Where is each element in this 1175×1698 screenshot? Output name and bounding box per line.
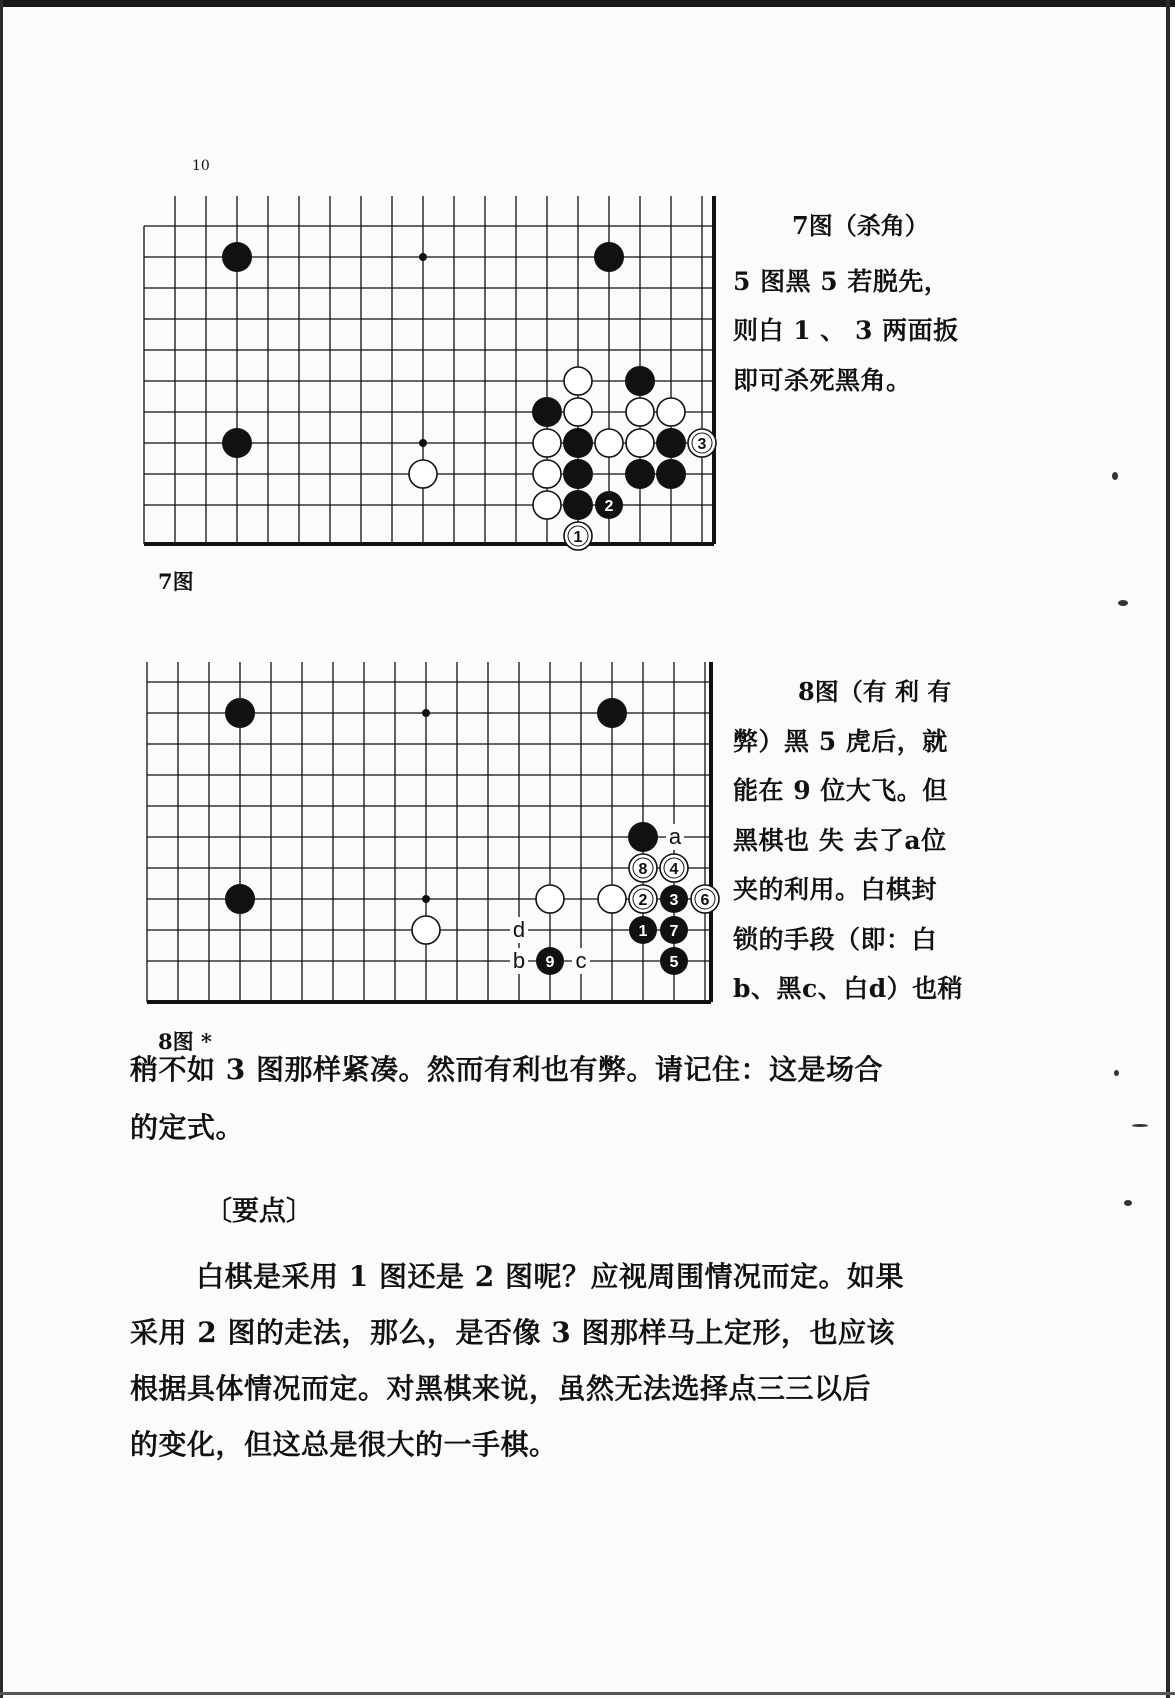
black-stone — [625, 459, 655, 489]
white-stone — [657, 398, 685, 426]
move-number: 8 — [638, 861, 648, 878]
go-diagram-7 — [130, 196, 730, 556]
white-stone — [536, 885, 564, 913]
move-number: 3 — [697, 436, 707, 453]
key-point-line: 的变化，但这总是很大的一手棋。 — [130, 1428, 558, 1461]
figure-8-text-line: 夹的利用。白棋封 — [733, 875, 938, 904]
black-stone — [656, 459, 686, 489]
white-stone — [564, 398, 592, 426]
white-stone — [626, 429, 654, 457]
black-stone — [628, 822, 658, 852]
scan-speck — [1118, 600, 1128, 606]
numbered-black-stone-9 — [536, 947, 564, 975]
black-stone — [656, 428, 686, 458]
numbered-black-stone-5 — [660, 947, 688, 975]
figure-8-text-line: 锁的手段（即：白 — [733, 925, 938, 954]
figure-7-title: 7图（杀角） — [792, 211, 929, 240]
point-label-b: b — [512, 948, 526, 973]
figure-8-text-line: 弊）黑 5 虎后，就 — [733, 727, 948, 756]
figure-7-text-line: 则白 1 、 3 两面扳 — [733, 316, 959, 345]
figure-8-title: 8图（有 利 有 — [798, 677, 952, 706]
go-diagram-8 — [130, 662, 730, 1012]
black-stone — [532, 397, 562, 427]
section-heading: 〔要点〕 — [205, 1196, 313, 1227]
white-stone — [626, 398, 654, 426]
move-number: 2 — [638, 892, 648, 909]
black-stone — [563, 459, 593, 489]
move-number: 9 — [545, 954, 555, 971]
numbered-black-stone-2 — [595, 491, 623, 519]
white-stone — [409, 460, 437, 488]
numbered-black-stone-1 — [629, 916, 657, 944]
move-number: 1 — [573, 529, 583, 546]
black-stone — [563, 428, 593, 458]
point-label-a: a — [668, 824, 682, 849]
move-number: 3 — [669, 892, 679, 909]
white-stone — [533, 491, 561, 519]
numbered-black-stone-3 — [660, 885, 688, 913]
black-stone — [222, 242, 252, 272]
figure-8-text-line: 黑棋也 失 去了a位 — [733, 826, 947, 855]
numbered-white-stone-2 — [629, 885, 657, 913]
white-stone — [595, 429, 623, 457]
white-stone — [564, 367, 592, 395]
scan-border-bottom — [0, 1692, 1175, 1695]
white-stone — [533, 429, 561, 457]
black-stone — [594, 242, 624, 272]
scan-border-left — [0, 0, 3, 1698]
paragraph-line: 稍不如 3 图那样紧凑。然而有利也有弊。请记住：这是场合 — [130, 1053, 883, 1086]
key-point-line: 采用 2 图的走法，那么，是否像 3 图那样马上定形，也应该 — [130, 1316, 895, 1349]
figure-8-text-line: 能在 9 位大飞。但 — [733, 776, 948, 805]
point-label-d: d — [512, 917, 526, 942]
key-point-line: 根据具体情况而定。对黑棋来说，虽然无法选择点三三以后 — [130, 1372, 872, 1405]
numbered-white-stone-3 — [688, 429, 716, 457]
move-number: 1 — [638, 923, 648, 940]
white-stone — [533, 460, 561, 488]
paragraph-line: 的定式。 — [130, 1111, 245, 1144]
figure-7-text-line: 5 图黑 5 若脱先， — [733, 267, 950, 296]
figure-7-text-line: 即可杀死黑角。 — [733, 366, 912, 395]
star-point — [419, 439, 427, 447]
numbered-white-stone-1 — [564, 522, 592, 550]
scan-border-top — [0, 0, 1175, 7]
move-number: 5 — [669, 954, 679, 971]
white-stone — [598, 885, 626, 913]
numbered-white-stone-8 — [629, 854, 657, 882]
black-stone — [225, 884, 255, 914]
scan-border-right — [1166, 0, 1170, 1698]
black-stone — [222, 428, 252, 458]
point-label-c: c — [575, 948, 587, 973]
white-stone — [412, 916, 440, 944]
figure-8-text-line: b、黑c、白d）也稍 — [733, 974, 964, 1003]
move-number: 4 — [669, 861, 679, 878]
numbered-white-stone-6 — [691, 885, 719, 913]
numbered-black-stone-7 — [660, 916, 688, 944]
black-stone — [225, 698, 255, 728]
scan-speck — [1112, 472, 1118, 480]
figure-8-caption: 8图 * — [158, 1029, 212, 1054]
figure-7-caption: 7图 — [158, 569, 194, 594]
scan-speck — [1132, 1124, 1148, 1127]
scan-speck — [1114, 1070, 1119, 1076]
page-number: 10 — [192, 158, 210, 174]
star-point — [419, 253, 427, 261]
star-point — [422, 895, 430, 903]
black-stone — [563, 490, 593, 520]
numbered-white-stone-4 — [660, 854, 688, 882]
scan-speck — [1124, 1200, 1132, 1206]
black-stone — [625, 366, 655, 396]
key-point-line: 白棋是采用 1 图还是 2 图呢？应视周围情况而定。如果 — [196, 1260, 904, 1293]
black-stone — [597, 698, 627, 728]
move-number: 6 — [700, 892, 710, 909]
move-number: 2 — [604, 498, 614, 515]
star-point — [422, 709, 430, 717]
move-number: 7 — [669, 923, 679, 940]
